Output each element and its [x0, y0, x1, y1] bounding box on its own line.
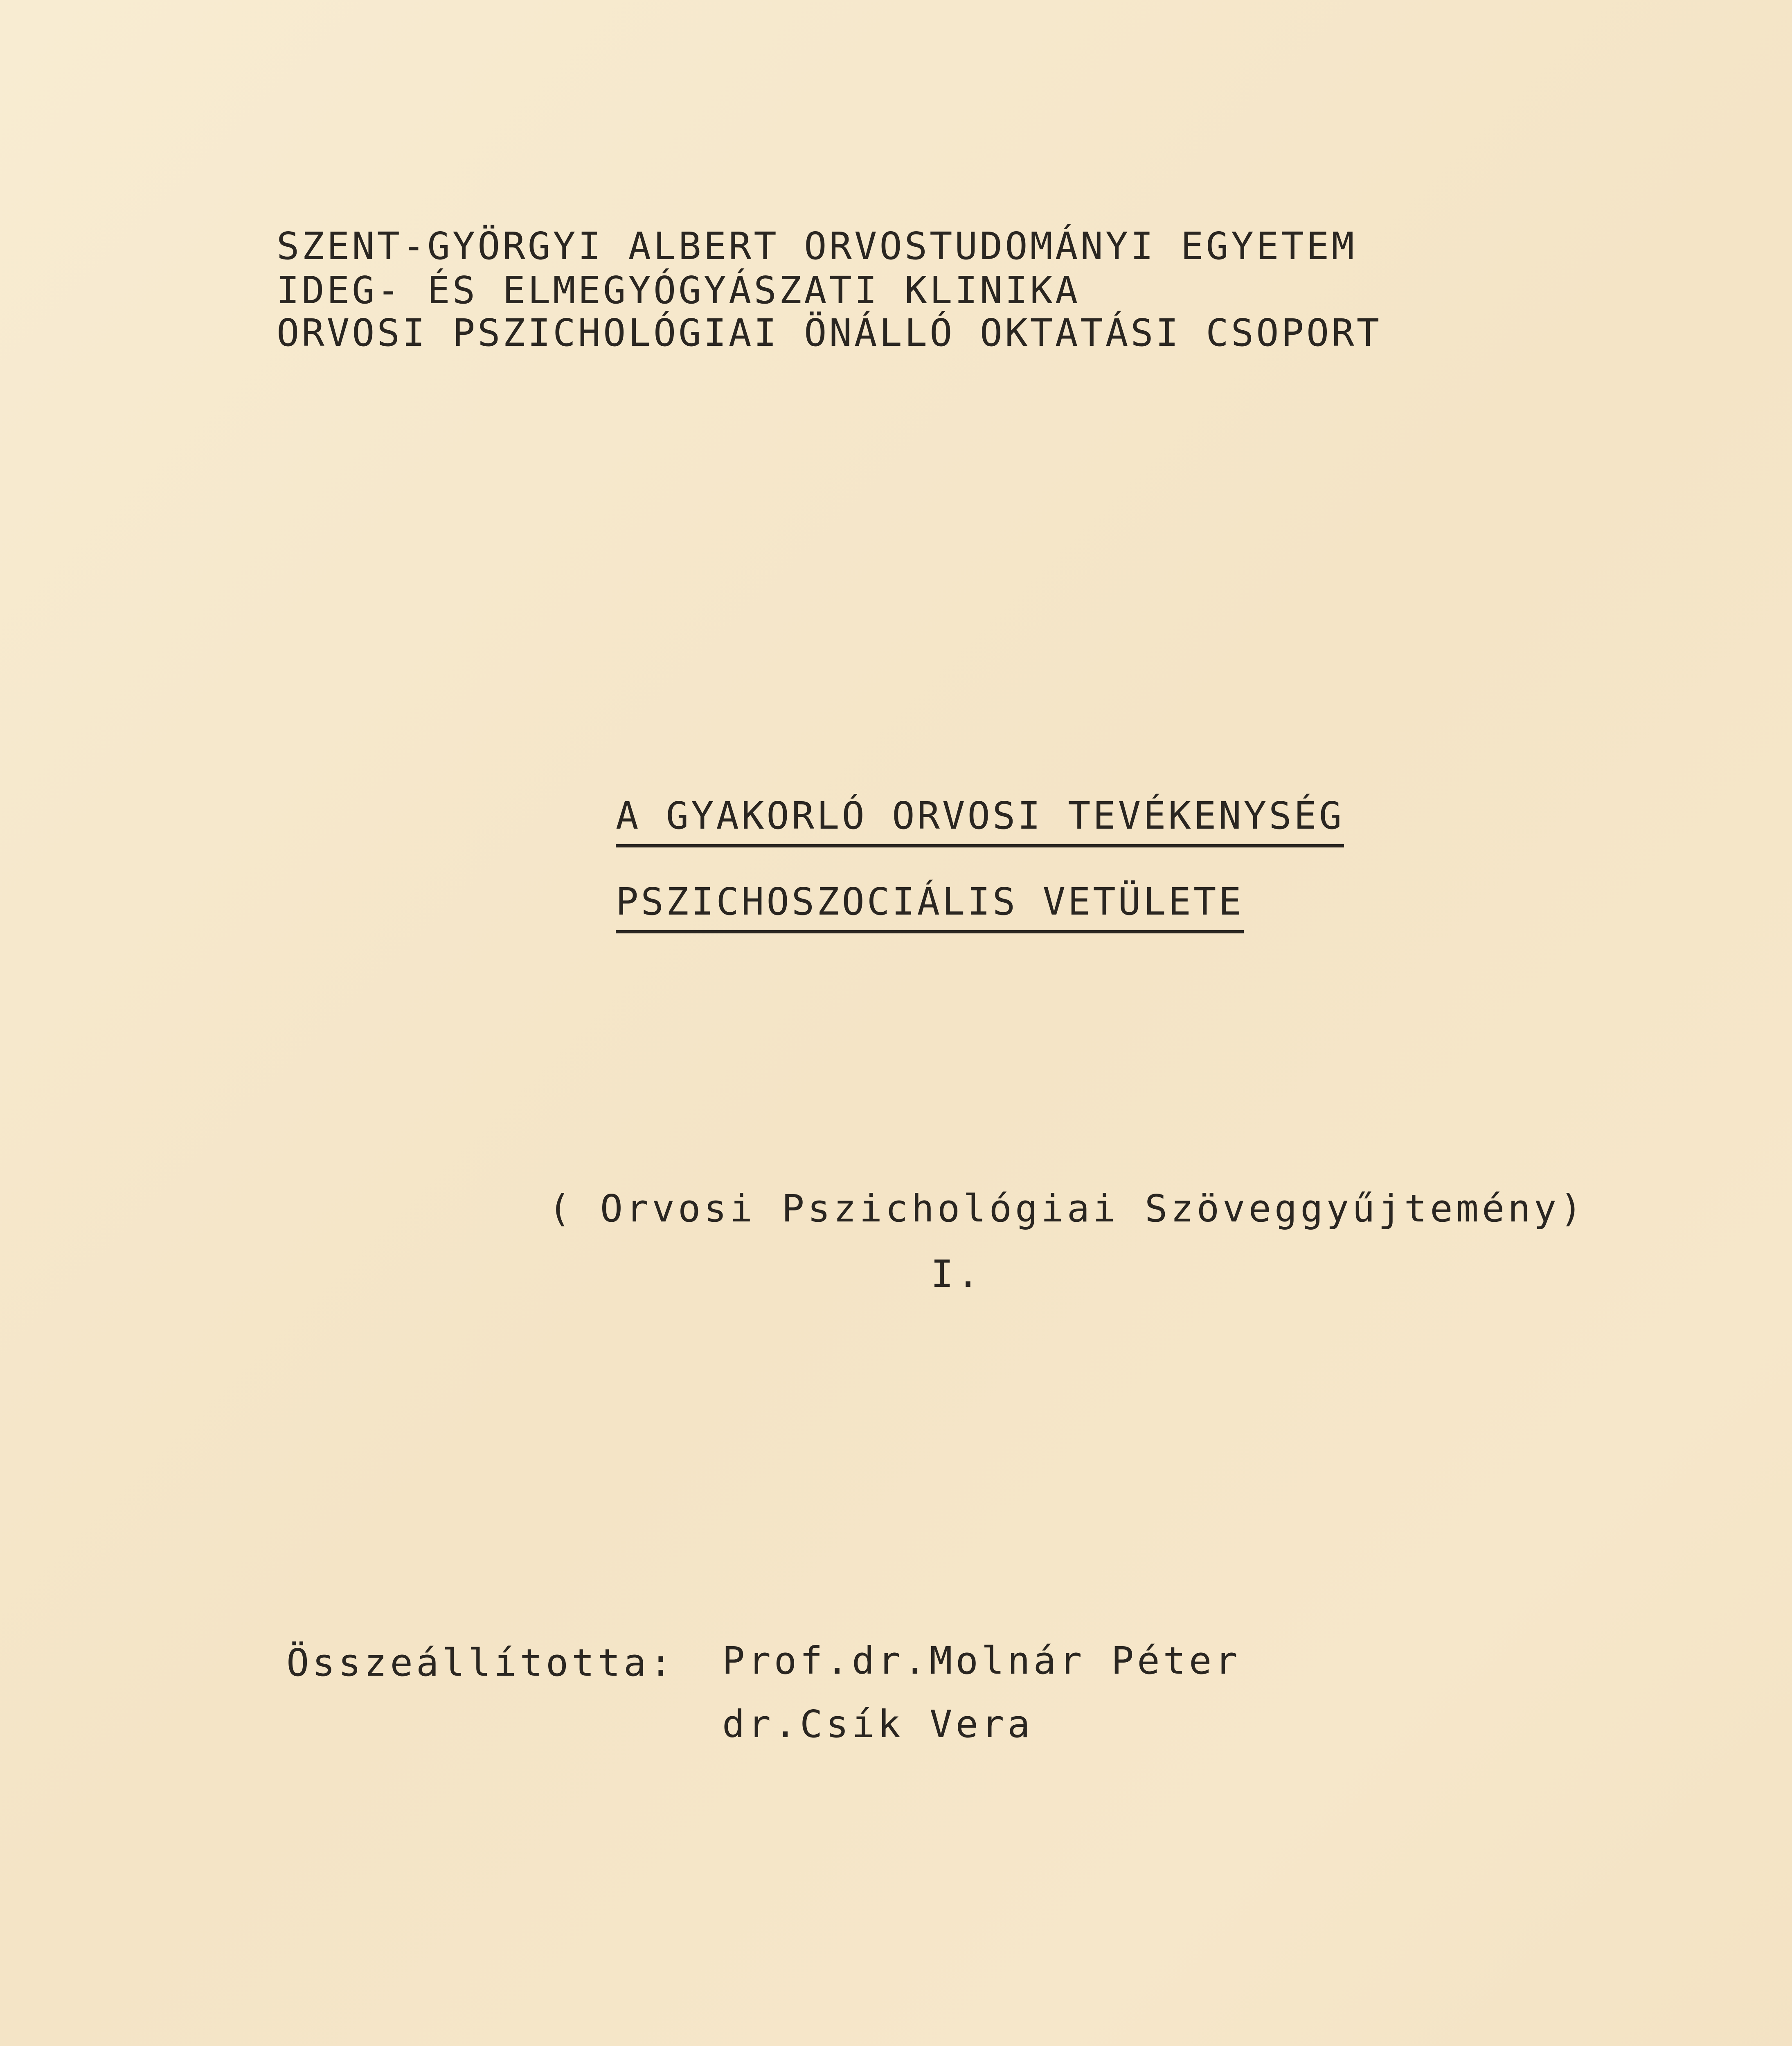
- document-title-line-1: A GYAKORLÓ ORVOSI TEVÉKENYSÉG: [616, 794, 1344, 847]
- author-name-2: dr.Csík Vera: [722, 1702, 1033, 1746]
- author-name-1: Prof.dr.Molnár Péter: [722, 1639, 1241, 1683]
- institution-line-group: ORVOSI PSZICHOLÓGIAI ÖNÁLLÓ OKTATÁSI CSOPORT: [277, 311, 1382, 355]
- compiled-by-label: Összeállította:: [286, 1641, 675, 1685]
- document-title-line-2: PSZICHOSZOCIÁLIS VETÜLETE: [616, 880, 1244, 933]
- volume-number: I.: [931, 1252, 983, 1296]
- institution-line-clinic: IDEG- ÉS ELMEGYÓGYÁSZATI KLINIKA: [277, 268, 1081, 312]
- series-subtitle: ( Orvosi Pszichológiai Szöveggyűjtemény): [548, 1187, 1586, 1230]
- institution-line-university: SZENT-GYÖRGYI ALBERT ORVOSTUDOMÁNYI EGYETEM: [277, 224, 1357, 268]
